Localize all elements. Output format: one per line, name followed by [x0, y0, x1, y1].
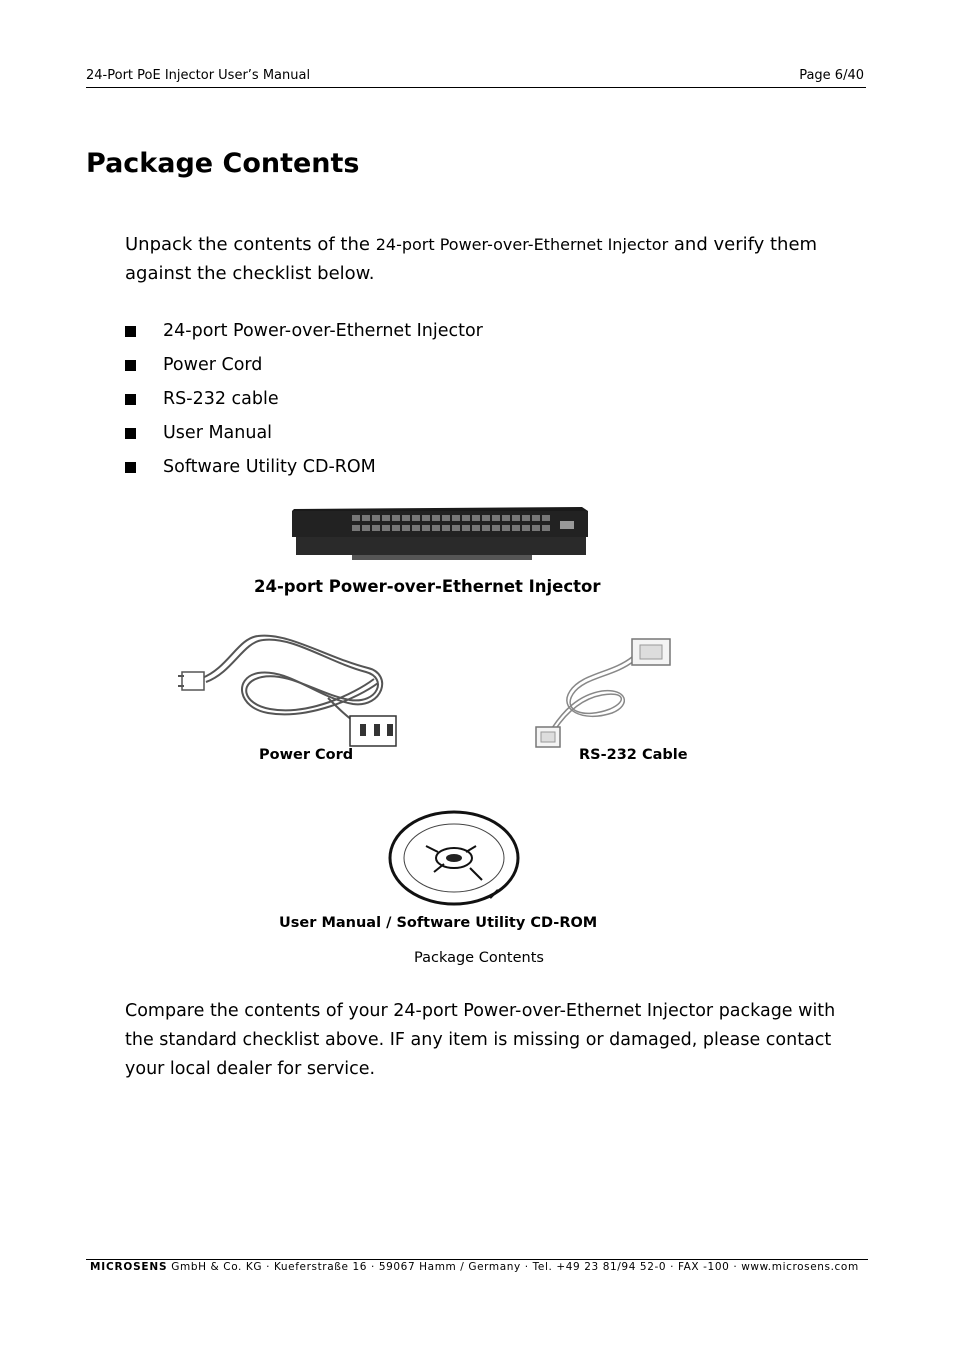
caption-rs232-cable: RS-232 Cable — [579, 747, 688, 763]
header-divider — [86, 87, 866, 88]
rs232-cable-image — [532, 633, 674, 749]
footer-address: GmbH & Co. KG · Kueferstraße 16 · 59067 Hamm / Germany · Tel. +49 23 81/94 52-0 · FAX -100 · www.microsens.com — [167, 1261, 859, 1273]
footer-divider — [86, 1259, 868, 1260]
square-bullet-icon — [125, 462, 136, 473]
intro-product-name: 24-port Power-over-Ethernet Injector — [375, 235, 669, 254]
list-item: Software Utility CD-ROM — [125, 450, 483, 484]
square-bullet-icon — [125, 428, 136, 439]
intro-text-start: Unpack the contents of the — [125, 234, 376, 255]
cd-rom-image — [386, 806, 526, 910]
list-item: User Manual — [125, 416, 483, 450]
header-title: 24-Port PoE Injector User’s Manual — [86, 68, 311, 83]
list-item: Power Cord — [125, 348, 483, 382]
footer — [90, 1261, 859, 1273]
list-item: RS-232 cable — [125, 382, 483, 416]
footer-company: MICROSENS — [90, 1261, 168, 1273]
page-title: Package Contents — [86, 148, 360, 179]
caption-injector: 24-port Power-over-Ethernet Injector — [254, 577, 601, 596]
caption-cd-rom: User Manual / Software Utility CD-ROM — [279, 915, 598, 931]
caption-power-cord: Power Cord — [259, 747, 354, 763]
closing-paragraph: Compare the contents of your 24-port Power-over-Ethernet Injector package with the standard checklist above. IF any item is missing or damaged, please contact your local dealer for service. — [125, 1001, 836, 1079]
intro-paragraph — [125, 230, 855, 288]
intro-text-end: and verify them against the checklist below. — [125, 234, 818, 284]
square-bullet-icon — [125, 394, 136, 405]
figure-caption: Package Contents — [414, 950, 544, 966]
square-bullet-icon — [125, 360, 136, 371]
poe-injector-image — [292, 503, 590, 563]
square-bullet-icon — [125, 326, 136, 337]
power-cord-image — [178, 628, 406, 750]
checklist — [125, 314, 483, 484]
list-item: 24-port Power-over-Ethernet Injector — [125, 314, 483, 348]
page-number: Page 6/40 — [799, 68, 864, 83]
